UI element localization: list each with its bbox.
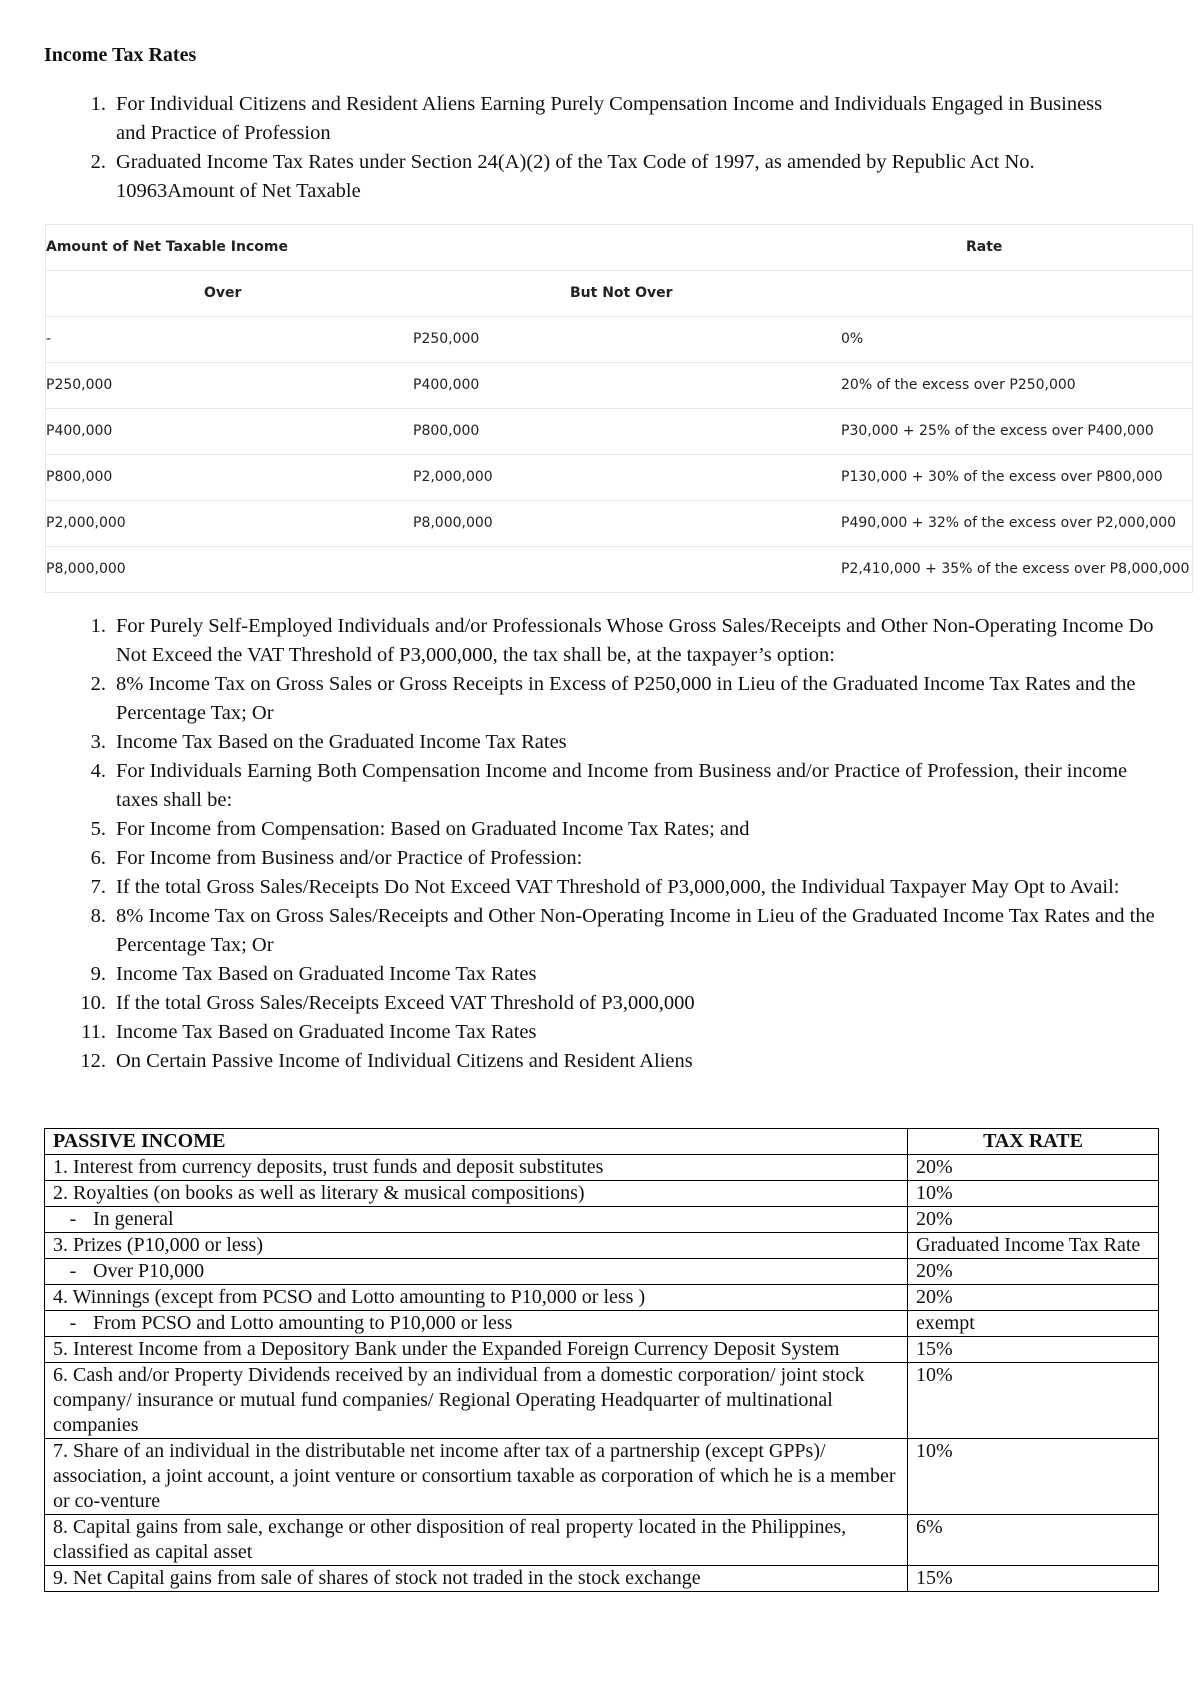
list-item-text: 8% Income Tax on Gross Sales/Receipts and Other Non-Operating Income in Lieu of the Graduated Income Tax Rates and the Percentage Tax; Or: [116, 905, 1155, 956]
sub-item-marker: -: [69, 1312, 77, 1334]
list-item: [72, 90, 1132, 148]
passive-income-text: 7. Share of an individual in the distributable net income after tax of a partnership (except GPPs)/ association, a joint account, a joint venture or consortium taxable as corporation of which he is a member or co-venture: [53, 1440, 896, 1512]
rate-header: Rate: [966, 239, 1003, 255]
rate-cell: 20% of the excess over P250,000: [841, 377, 1076, 393]
passive-row: [45, 1439, 1159, 1515]
rates-row: [46, 455, 1192, 501]
rates-header-row: [46, 225, 1192, 271]
list-item-number: 7.: [90, 876, 106, 898]
tax-rate-cell: 20%: [908, 1155, 1159, 1181]
list-item: [72, 1047, 1172, 1076]
passive-income-header: PASSIVE INCOME: [45, 1129, 908, 1155]
list-item-text: For Individuals Earning Both Compensation Income and Income from Business and/or Practice of Profession, their income taxes shall be:: [116, 760, 1128, 811]
rates-row: [46, 317, 1192, 363]
rates-subheader-row: [46, 271, 1192, 317]
passive-income-cell: [45, 1233, 908, 1259]
over-header: Over: [204, 285, 242, 301]
passive-income-text: 1. Interest from currency deposits, trust funds and deposit substitutes: [53, 1156, 604, 1178]
passive-income-cell: [45, 1363, 908, 1439]
list-item-number: 11.: [81, 1021, 106, 1043]
list-item-number: 1.: [90, 93, 106, 115]
list-item-number: 9.: [90, 963, 106, 985]
list-item-text: For Income from Compensation: Based on Graduated Income Tax Rates; and: [116, 818, 750, 840]
list-item-text: For Purely Self-Employed Individuals and/or Professionals Whose Gross Sales/Receipts and Other Non-Operating Income Do Not Exceed the VAT Threshold of P3,000,000, the tax shall be, at the taxpayer’s option:: [116, 615, 1154, 666]
over-cell: -: [46, 331, 52, 347]
list-item-number: 6.: [90, 847, 106, 869]
list-item-text: For Individual Citizens and Resident Aliens Earning Purely Compensation Income and Individuals Engaged in Business and Practice of Profession: [116, 93, 1103, 144]
tax-rate-cell: 10%: [908, 1181, 1159, 1207]
page-title: Income Tax Rates: [44, 44, 197, 66]
tax-rate-header: TAX RATE: [908, 1129, 1159, 1155]
tax-rate-cell: 15%: [908, 1337, 1159, 1363]
passive-row: [45, 1566, 1159, 1592]
passive-income-text: 4. Winnings (except from PCSO and Lotto amounting to P10,000 or less ): [53, 1286, 646, 1308]
list-item-number: 8.: [90, 905, 106, 927]
passive-row: [45, 1515, 1159, 1566]
passive-income-text: In general: [93, 1208, 174, 1230]
list-item-number: 2.: [90, 673, 106, 695]
passive-income-cell: [45, 1311, 908, 1337]
list-item-text: If the total Gross Sales/Receipts Exceed VAT Threshold of P3,000,000: [116, 992, 695, 1014]
tax-rate-cell: 15%: [908, 1566, 1159, 1592]
list-item-text: On Certain Passive Income of Individual Citizens and Resident Aliens: [116, 1050, 693, 1072]
passive-row: [45, 1285, 1159, 1311]
list-item: [72, 670, 1172, 728]
list-item: [72, 902, 1172, 960]
passive-income-cell: [45, 1259, 908, 1285]
list-item-text: 8% Income Tax on Gross Sales or Gross Receipts in Excess of P250,000 in Lieu of the Graduated Income Tax Rates and the Percentage Tax; Or: [116, 673, 1136, 724]
tax-rate-cell: 10%: [908, 1439, 1159, 1515]
list-item-number: 2.: [90, 151, 106, 173]
list-item-number: 1.: [90, 615, 106, 637]
list-item: [72, 148, 1132, 206]
passive-header-row: [45, 1129, 1159, 1155]
passive-income-cell: [45, 1515, 908, 1566]
passive-row: [45, 1363, 1159, 1439]
rates-row: [46, 501, 1192, 547]
rate-cell: 0%: [841, 331, 864, 347]
passive-row: [45, 1207, 1159, 1233]
passive-income-cell: [45, 1439, 908, 1515]
passive-row: [45, 1155, 1159, 1181]
list-item: [72, 960, 1172, 989]
tax-rate-cell: 10%: [908, 1363, 1159, 1439]
not-over-cell: P8,000,000: [413, 515, 493, 531]
list-item: [72, 815, 1172, 844]
not-over-header: But Not Over: [570, 285, 673, 301]
over-cell: P250,000: [46, 377, 113, 393]
list-item-number: 12.: [80, 1050, 106, 1072]
list-item: [72, 757, 1172, 815]
passive-income-cell: [45, 1337, 908, 1363]
passive-income-table: [44, 1128, 1159, 1592]
list-item: [72, 1018, 1172, 1047]
not-over-cell: P250,000: [413, 331, 480, 347]
rate-cell: P30,000 + 25% of the excess over P400,000: [841, 423, 1154, 439]
passive-income-text: Over P10,000: [93, 1260, 205, 1282]
tax-rate-cell: Graduated Income Tax Rate: [908, 1233, 1159, 1259]
list-item-text: Graduated Income Tax Rates under Section 24(A)(2) of the Tax Code of 1997, as amended by Republic Act No. 10963Amount of Net Taxable: [116, 151, 1035, 202]
list-item: [72, 844, 1172, 873]
list-item: [72, 873, 1172, 902]
list-item: [72, 612, 1172, 670]
sub-item-marker: -: [69, 1260, 77, 1282]
passive-income-cell: [45, 1566, 908, 1592]
rates-row: [46, 363, 1192, 409]
list-item-text: For Income from Business and/or Practice of Profession:: [116, 847, 583, 869]
rate-cell: P2,410,000 + 35% of the excess over P8,000,000: [841, 561, 1190, 577]
not-over-cell: P800,000: [413, 423, 480, 439]
rules-list: [72, 612, 1172, 1076]
passive-income-cell: [45, 1207, 908, 1233]
over-cell: P8,000,000: [46, 561, 126, 577]
passive-income-text: 3. Prizes (P10,000 or less): [53, 1234, 263, 1256]
rate-cell: P490,000 + 32% of the excess over P2,000,000: [841, 515, 1177, 531]
passive-row: [45, 1259, 1159, 1285]
passive-income-text: 6. Cash and/or Property Dividends received by an individual from a domestic corporation/ joint stock company/ insurance or mutual fund companies/ Regional Operating Headquarter of multinational companies: [53, 1364, 865, 1436]
passive-row: [45, 1181, 1159, 1207]
tax-rate-cell: exempt: [908, 1311, 1159, 1337]
passive-row: [45, 1337, 1159, 1363]
passive-income-text: 9. Net Capital gains from sale of shares of stock not traded in the stock exchange: [53, 1567, 701, 1589]
tax-rate-cell: 20%: [908, 1259, 1159, 1285]
list-item-text: Income Tax Based on the Graduated Income Tax Rates: [116, 731, 567, 753]
passive-income-cell: [45, 1181, 908, 1207]
intro-list: [72, 90, 1132, 206]
rates-row: [46, 409, 1192, 455]
list-item-number: 5.: [90, 818, 106, 840]
not-over-cell: P400,000: [413, 377, 480, 393]
over-cell: P2,000,000: [46, 515, 126, 531]
passive-row: [45, 1311, 1159, 1337]
rates-row: [46, 547, 1192, 592]
tax-rate-cell: 20%: [908, 1285, 1159, 1311]
list-item-number: 4.: [90, 760, 106, 782]
not-over-cell: P2,000,000: [413, 469, 493, 485]
passive-income-text: 5. Interest Income from a Depository Bank under the Expanded Foreign Currency Deposit System: [53, 1338, 840, 1360]
list-item-text: Income Tax Based on Graduated Income Tax Rates: [116, 1021, 537, 1043]
list-item-text: If the total Gross Sales/Receipts Do Not Exceed VAT Threshold of P3,000,000, the Individual Taxpayer May Opt to Avail:: [116, 876, 1120, 898]
list-item: [72, 989, 1172, 1018]
tax-rate-cell: 20%: [908, 1207, 1159, 1233]
passive-income-text: 2. Royalties (on books as well as literary & musical compositions): [53, 1182, 585, 1204]
passive-income-text: 8. Capital gains from sale, exchange or other disposition of real property located in the Philippines, classified as capital asset: [53, 1516, 847, 1563]
list-item: [72, 728, 1172, 757]
tax-rate-cell: 6%: [908, 1515, 1159, 1566]
graduated-rates-table: [45, 224, 1193, 593]
passive-income-cell: [45, 1155, 908, 1181]
rate-cell: P130,000 + 30% of the excess over P800,000: [841, 469, 1163, 485]
passive-row: [45, 1233, 1159, 1259]
over-cell: P800,000: [46, 469, 113, 485]
amount-header: Amount of Net Taxable Income: [46, 239, 288, 255]
over-cell: P400,000: [46, 423, 113, 439]
passive-income-cell: [45, 1285, 908, 1311]
list-item-text: Income Tax Based on Graduated Income Tax Rates: [116, 963, 537, 985]
list-item-number: 3.: [90, 731, 106, 753]
list-item-number: 10.: [80, 992, 106, 1014]
sub-item-marker: -: [69, 1208, 77, 1230]
passive-income-text: From PCSO and Lotto amounting to P10,000 or less: [93, 1312, 513, 1334]
